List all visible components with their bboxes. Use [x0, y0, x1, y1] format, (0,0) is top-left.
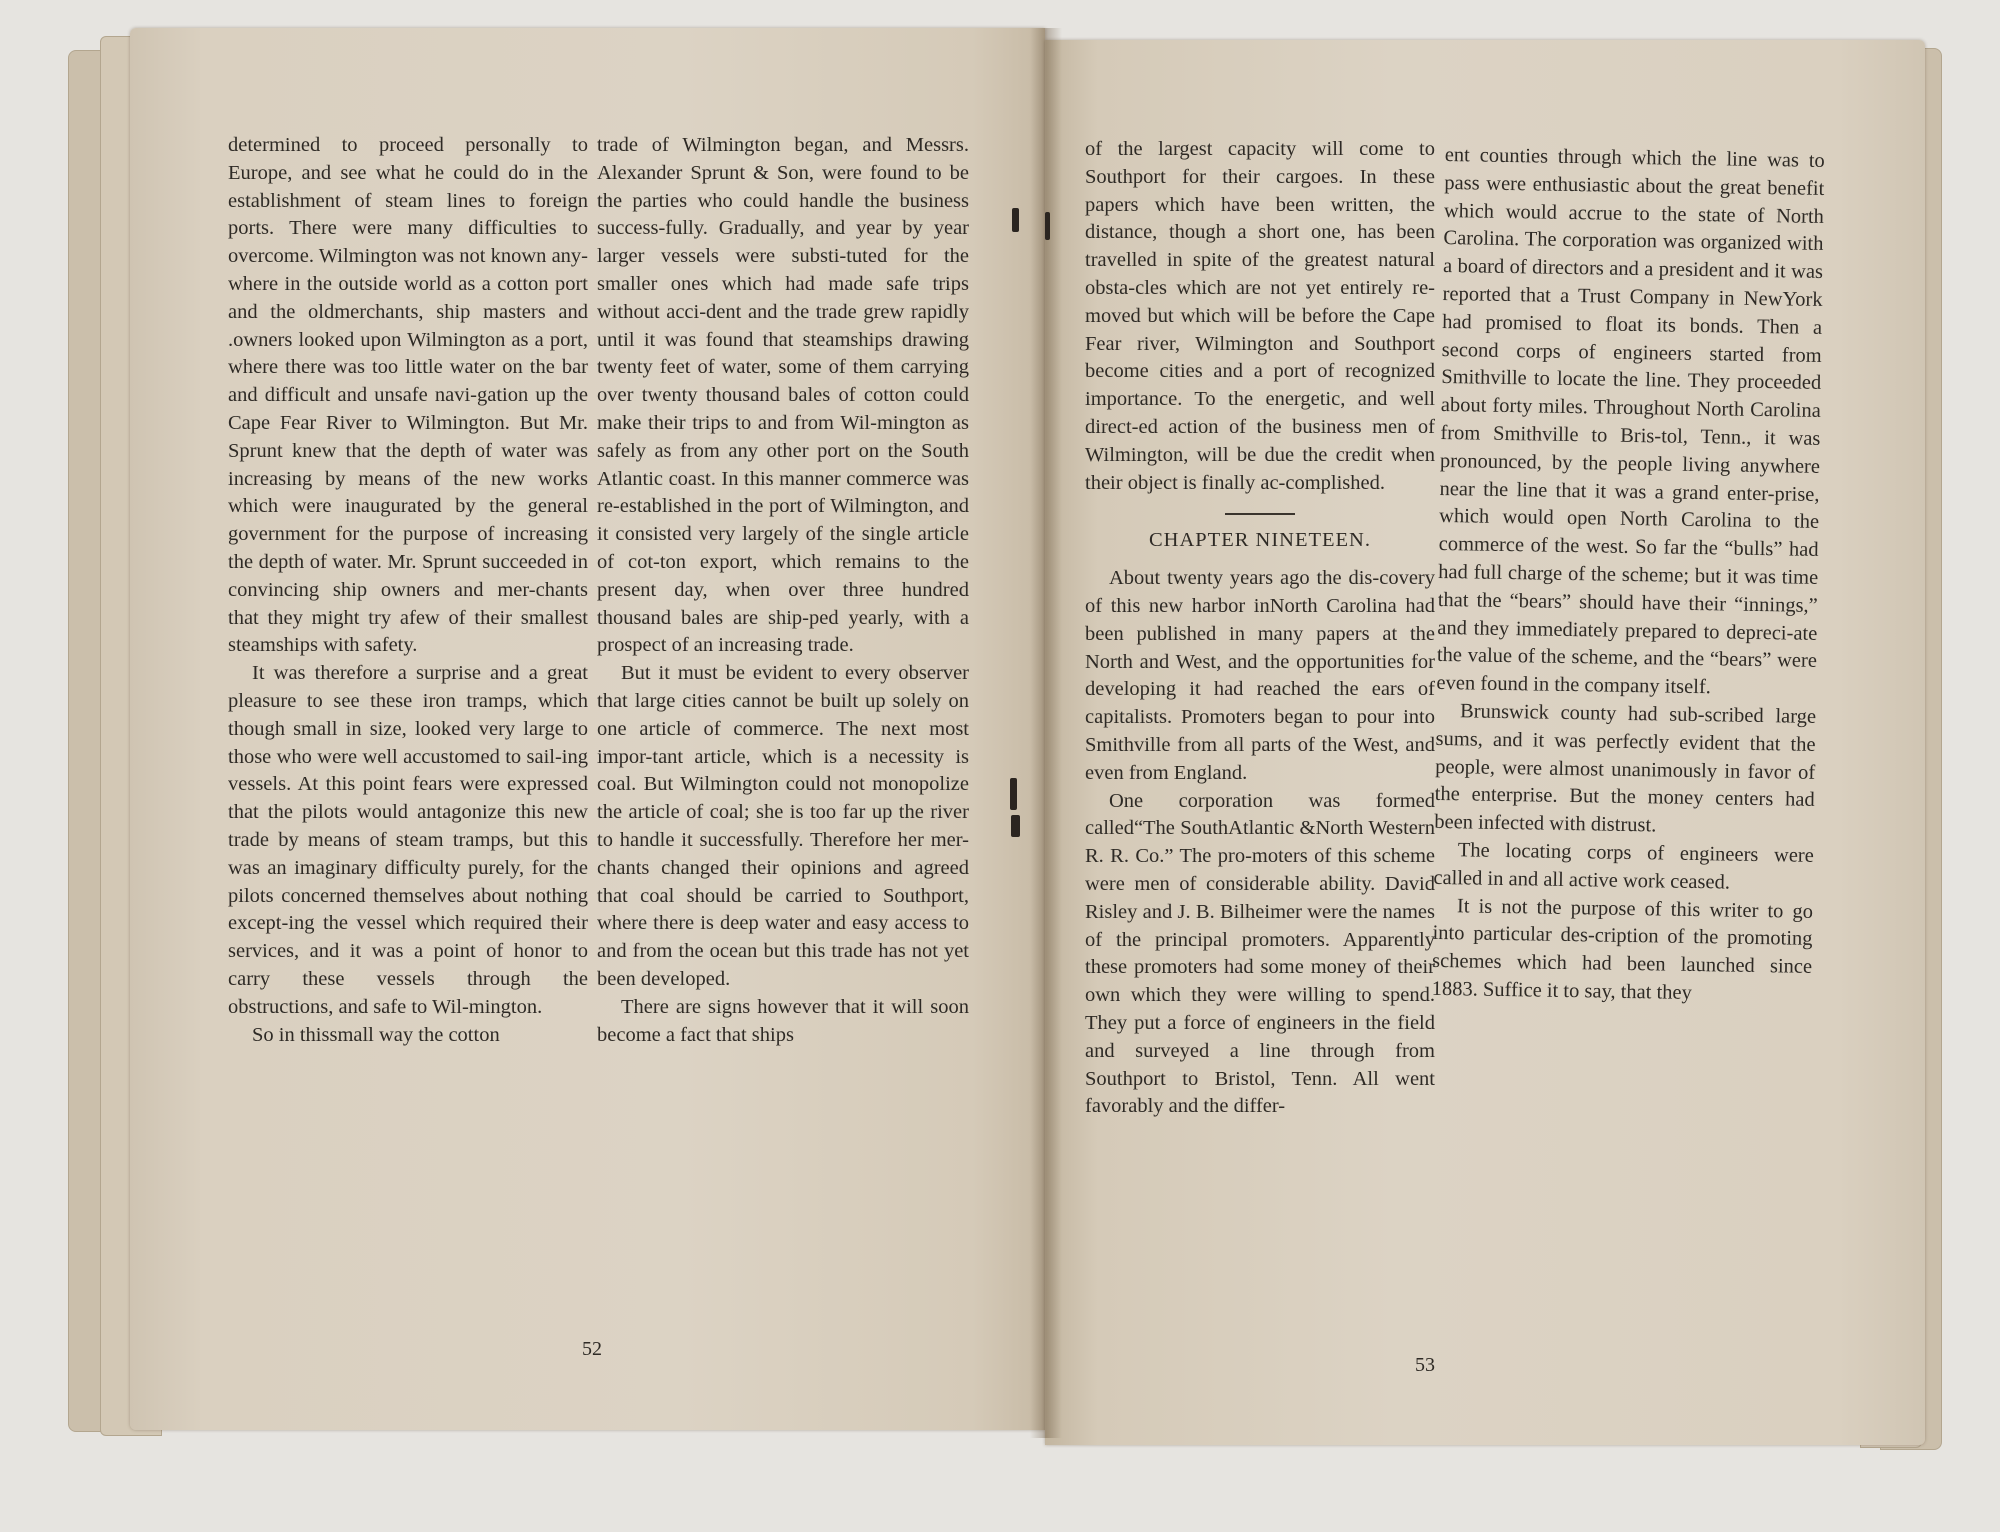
right-page — [1045, 40, 1925, 1445]
paragraph: of the largest capacity will come to Southport for their cargoes. In these papers which have been written, the distance, though a short one, has been travelled in spite of the greatest natural obsta-cles which are not yet entirely re-moved but which will be before the Cape Fear river, Wilmington and Southport become cities and a port of recognized importance. To the energetic, and well direct-ed action of the business men of Wilmington, will be due the credit when their object is finally ac-complished. — [1085, 138, 1435, 494]
binding-stitch — [1011, 815, 1020, 837]
binding-stitch — [1010, 778, 1017, 810]
chapter-divider — [1225, 513, 1295, 515]
right-page-column-1 — [1085, 136, 1435, 1121]
paragraph: About twenty years ago the dis-covery of this new harbor inNorth Carolina had been published in many papers at the North and West, and the opportunities for developing it had reached the ears of capitalists. Promoters began to pour into Smithville from all parts of the West, and even from England. — [1085, 567, 1435, 784]
left-page-column-2 — [597, 132, 969, 1049]
paragraph: So in thissmall way the cotton — [252, 1023, 500, 1046]
paragraph: The locating corps of engineers were called in and all active work ceased. — [1433, 839, 1815, 894]
paragraph: It was therefore a surprise and a great pleasure to see these iron tramps, which though small in size, looked very large to those who were well accustomed to sail-ing vessels. At this point fears were expressed that the pilots would antagonize this new trade by means of steam tramps, but this was an imaginary difficulty purely, for the pilots concerned themselves about nothing except-ing the vessel which required their services, and it was a point of honor to carry these vessels through the obstructions, and safe to Wil-mington. — [228, 662, 588, 1018]
paragraph: One corporation was formed called“The SouthAtlantic &North Western R. R. Co.” The pro-moters of this scheme were men of considerable ability. David Risley and J. B. Bilheimer were the names of the principal promoters. Apparently these promoters had some money of their own which they were willing to spend. They put a force of engineers in the field and surveyed a line through from Southport to Bristol, Tenn. All went favorably and the differ- — [1085, 789, 1435, 1118]
left-page — [130, 28, 1045, 1430]
paragraph: trade of Wilmington began, and Messrs. Alexander Sprunt & Son, were found to be the parties who could handle the business success-fully. Gradually, and year by year larger vessels were substi-tuted for the smaller ones which had made safe trips without acci-dent and the trade grew rapidly until it was found that steamships drawing twenty feet of water, some of them carrying over twenty thousand bales of cotton could make their trips to and from Wil-mington as safely as from any other port on the South Atlantic coast. In this manner commerce was re-established in the port of Wilmington, and it consisted very largely of the single article of cot-ton export, which remains to the present day, when over three hundred thousand bales are ship-ped yearly, with a prospect of an increasing trade. — [597, 134, 969, 657]
chapter-heading: CHAPTER NINETEEN. — [1149, 529, 1371, 552]
binding-stitch — [1012, 208, 1019, 232]
paragraph: There are signs however that it will soon become a fact that ships — [597, 995, 969, 1046]
paragraph: ent counties through which the line was to pass were enthusiastic about the great benefit which would accrue to the state of North Carolina. The corporation was organized with a board of directors and a president and it was reported that a Trust Company in NewYork had promised to float its bonds. Then a second corps of engineers started from Smithville to locate the line. They proceeded about forty miles. Throughout North Carolina from Smithville to Bris-tol, Tenn., it was pronounced, by the people living anywhere near the line that it was a grand enter-prise, which would open North Carolina to the commerce of the west. So far the “bulls” had had full charge of the scheme; but it was time that the “bears” should have their “innings,” and they immediately prepared to depreci-ate the value of the scheme, and the “bears” were even found in the company itself. — [1436, 143, 1825, 699]
paragraph: determined to proceed personally to Europe, and see what he could do in the establishment of steam lines to foreign ports. There were many difficulties to overcome. Wilmington was not known any-where in the outside world as a cotton port and the oldmerchants, ship masters and .owners looked upon Wilmington as a port, where there was too little water on the bar and difficult and unsafe navi-gation up the Cape Fear River to Wilmington. But Mr. Sprunt knew that the depth of water was increasing by means of the new works which were inaugurated by the general government for the purpose of increasing the depth of water. Mr. Sprunt succeeded in convincing ship owners and mer-chants that they might try afew of their smallest steamships with safety. — [228, 134, 588, 657]
paragraph: It is not the purpose of this writer to go into particular des-cription of the promoting schemes which had been launched since 1883. Suffice it to say, that they — [1431, 894, 1814, 1004]
paragraph: But it must be evident to every observer that large cities cannot be built up solely on one article of commerce. The next most impor-tant article, which is a necessity is coal. But Wilmington could not monopolize the article of coal; she is too far up the river to handle it successfully. Therefore her mer-chants changed their opinions and agreed that coal should be carried to Southport, where there is deep water and easy access to and from the ocean but this trade has not yet been developed. — [597, 662, 969, 990]
page-number: 53 — [1415, 1354, 1435, 1376]
left-page-column-1 — [228, 132, 588, 1049]
binding-stitch — [1045, 212, 1050, 240]
paragraph: Brunswick county had sub-scribed large sums, and it was perfectly evident that the people, were almost unanimously in favor of the enterprise. But the money centers had been infected with distrust. — [1434, 700, 1817, 837]
right-page-column-2 — [1431, 142, 1824, 1010]
page-number: 52 — [582, 1338, 602, 1360]
